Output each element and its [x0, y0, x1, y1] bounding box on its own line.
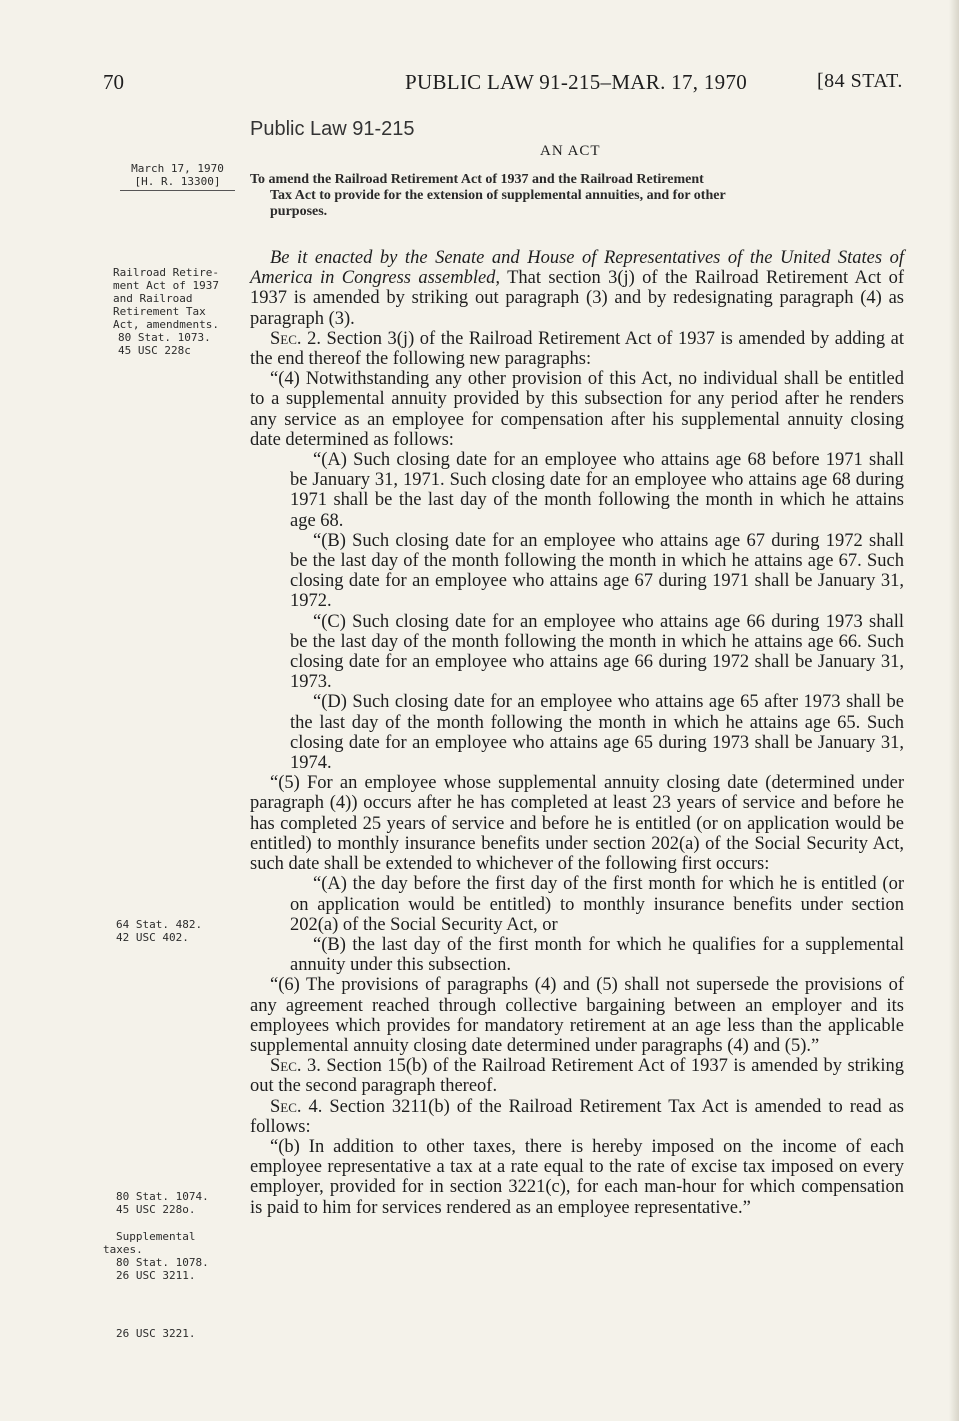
- section-text: Section 3211(b) of the Railroad Retirement Tax Act is amended to read as follows:: [250, 1096, 904, 1137]
- section-label: Sec. 4.: [270, 1096, 323, 1117]
- margin-note-usc3221: 26 USC 3221.: [116, 1327, 196, 1340]
- header-title: PUBLIC LAW 91-215–MAR. 17, 1970: [405, 70, 748, 94]
- running-header: [0, 70, 959, 100]
- section-text: Section 3(j) of the Railroad Retirement Act of 1937 is amended by adding at the end thereof the following new paragraphs:: [250, 328, 905, 370]
- section-4: [250, 1097, 904, 1137]
- margin-line: 42 USC 402.: [116, 931, 189, 944]
- margin-note-social-security: [116, 918, 202, 944]
- section-2: [250, 329, 904, 369]
- margin-rule: [120, 190, 235, 191]
- margin-line: Railroad Retire-: [113, 266, 219, 279]
- margin-line: and Railroad: [113, 292, 193, 305]
- stat-reference: [84 STAT.: [817, 70, 903, 92]
- purpose-line: To amend the Railroad Retirement Act of 1937 and the Railroad Retirement: [250, 172, 704, 187]
- margin-line: 26 USC 3211.: [116, 1269, 196, 1282]
- margin-line: 80 Stat. 1078.: [116, 1256, 209, 1269]
- public-law-title: Public Law 91-215: [250, 118, 415, 140]
- bill-number: [H. R. 13300]: [134, 175, 221, 188]
- act-label: AN ACT: [540, 143, 601, 159]
- margin-date-note: [120, 162, 235, 188]
- act-purpose: [250, 172, 904, 220]
- paragraph-4c: “(C) Such closing date for an employee who attains age 66 during 1973 shall be the last day of the month following the month in which he attains age 66. Such closing date for an employee who attains age 66 during 1972 shall be January 31, 1973.: [290, 611, 904, 693]
- margin-line: 45 USC 228c: [118, 344, 191, 357]
- paragraph-5: “(5) For an employee whose supplemental annuity closing date (determined under paragraph (4)) occurs after he has completed at least 23 years of service and before he has completed 25 years of service and before he is entitled (or on application would be entitled) to monthly insurance benefits under section 202(a) of the Social Security Act, such date shall be extended to whichever of the following first occurs:: [250, 773, 904, 875]
- enacting-clause: [250, 248, 904, 329]
- margin-line: Supplemental: [116, 1230, 196, 1243]
- paragraph-4a: “(A) Such closing date for an employee who attains age 68 before 1971 shall be January 31, 1971. Such closing date for an employee who attains age 68 during 1971 shall be the last day of the month following the month in which he attains age 68.: [290, 450, 904, 531]
- section-label: Sec. 3.: [270, 1056, 321, 1077]
- statute-body: [250, 248, 904, 1218]
- margin-line: 64 Stat. 482.: [116, 918, 203, 931]
- enactment-date: March 17, 1970: [131, 162, 224, 175]
- margin-note-sec15: [116, 1190, 209, 1216]
- margin-line: ment Act of 1937: [113, 279, 219, 292]
- enacting-formula: Be it enacted by the Senate and House of Representatives of the United States of America in Congress assembled,: [250, 248, 904, 289]
- margin-line: Retirement Tax: [113, 305, 206, 318]
- page-edge: [949, 0, 959, 1421]
- section-3: [250, 1056, 904, 1096]
- margin-line: taxes.: [103, 1243, 143, 1256]
- margin-line: 45 USC 228o.: [116, 1203, 196, 1216]
- paragraph-5b: “(B) the last day of the first month for which he qualifies for a supplemental annuity under this subsection.: [290, 934, 904, 976]
- margin-line: 80 Stat. 1074.: [116, 1190, 209, 1203]
- margin-line: Act, amendments.: [113, 318, 219, 331]
- section-text: Section 15(b) of the Railroad Retirement Act of 1937 is amended by striking out the second paragraph thereof.: [250, 1056, 905, 1097]
- purpose-line: purposes.: [270, 204, 328, 219]
- paragraph-4d: “(D) Such closing date for an employee who attains age 65 after 1973 shall be the last day of the month following the month in which he attains age 65. Such closing date for an employee who attains age 65 during 1973 shall be January 31, 1974.: [290, 692, 904, 774]
- margin-note-amendments: [113, 266, 238, 357]
- paragraph-4b: “(B) Such closing date for an employee who attains age 67 during 1972 shall be the last day of the month following the month in which he attains age 67. Such closing date for an employee who attains age 67 during 1971 shall be January 31, 1972.: [290, 530, 904, 612]
- paragraph-b: “(b) In addition to other taxes, there is hereby imposed on the income of each employee representative a tax at a rate equal to the rate of excise tax imposed on every employer, provided for in section 3221(c), for each man-hour for which compensation is paid to him for services rendered as an employee representative.”: [250, 1136, 904, 1218]
- page-number: 70: [103, 70, 124, 94]
- paragraph-5a: “(A) the day before the first day of the first month for which he is entitled (or on application would be entitled) to monthly insurance benefits under section 202(a) of the Social Security Act, or: [290, 874, 904, 935]
- purpose-line: Tax Act to provide for the extension of supplemental annuities, and for other: [270, 188, 726, 203]
- margin-line: 80 Stat. 1073.: [118, 331, 211, 344]
- paragraph-4: “(4) Notwithstanding any other provision of this Act, no individual shall be entitled to a supplemental annuity provided by this subsection for any period after he renders any service as an employee for compensation after his supplemental annuity closing date determined as follows:: [250, 369, 904, 450]
- margin-note-supplemental: [103, 1230, 228, 1282]
- paragraph-6: “(6) The provisions of paragraphs (4) and (5) shall not supersede the provisions of any agreement reached through collective bargaining between an employer and its employees which provides for mandatory retirement at an age less than the applicable supplemental annuity closing date determined under paragraphs (4) and (5).”: [250, 975, 904, 1056]
- section-1-text: That section 3(j) of the Railroad Retirement Act of 1937 is amended by striking out paragraph (3) and by redesignating paragraph (4) as paragraph (3).: [250, 268, 904, 329]
- section-label: Sec. 2.: [270, 328, 321, 349]
